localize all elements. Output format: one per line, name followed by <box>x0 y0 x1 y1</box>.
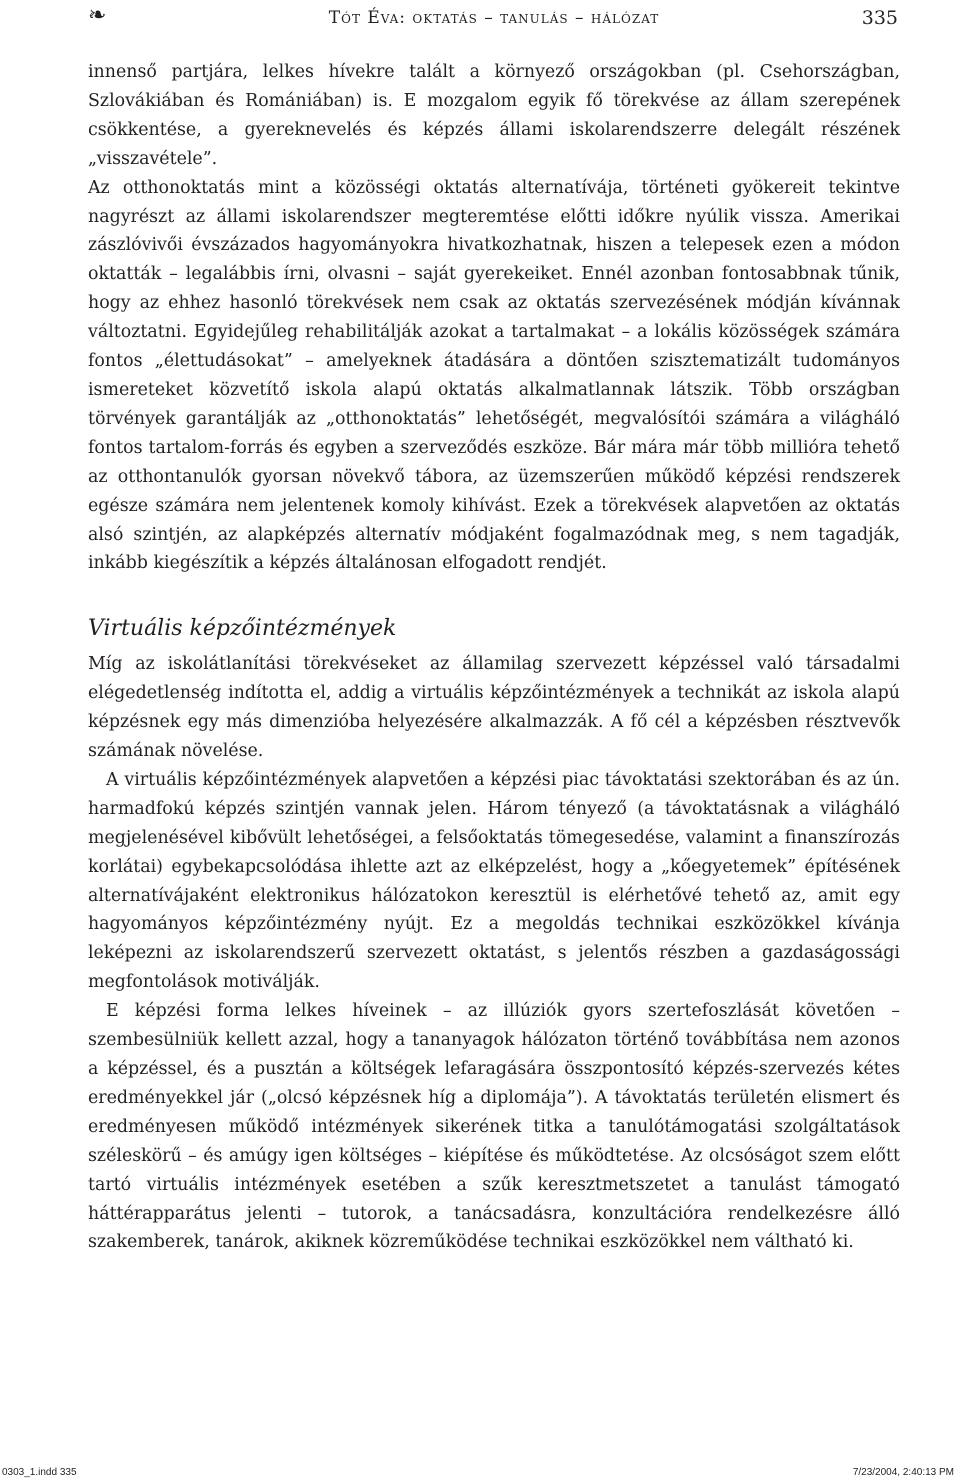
paragraph-continuation: innenső partjára, lelkes hívekre talált a környező országokban (pl. Csehországban, Szlovákiában és Romániában) is. E mozgalom egyik fő törekvése az állam szerepének csökkentése, a gyereknevelés és képzés állami iskolarendszerre delegált részének „visszavétele”. <box>88 62 900 169</box>
section-heading: Virtuális képzőintézmények <box>88 616 397 642</box>
paragraph-virtual-institutions: A virtuális képzőintézmények alapvetően a képzési piac távoktatási szektorában és az ún. harmadfokú képzés szintjén vannak jelen. Három tényező (a távoktatásnak a világháló megjelenésével kibővült lehetőségei, a felsőoktatás tömegesedése, valamint a finanszírozás korlátai) egybekapcsolódása ihlette azt az elképzelést, hogy a „kőegyetemek” építésének alternatívájaként elektronikus hálózatokon keresztül is elérhetővé tehető az, amit egy hagyományos képzőintézmény nyújt. Ez a megoldás technikai eszközökkel kívánja leképezni az iskolarendszerű szervezett oktatást, s jelentős részben a gazdaságossági megfontolások motiválják. <box>88 769 900 993</box>
fleuron-icon: ❧ <box>88 3 107 28</box>
running-title: Tót Éva: oktatás – tanulás – hálózat <box>328 8 660 28</box>
running-header <box>88 4 900 32</box>
print-timestamp: 7/23/2004, 2:40:13 PM <box>852 1467 954 1478</box>
paragraph-section-intro: Míg az iskolátlanítási törekvéseket az államilag szervezett képzéssel való társadalmi elégedetlenség indította el, addig a virtuális képzőintézmények a technikát az iskola alapú képzésnek egy más dimenzióba helyezésére alkalmazzák. A fő cél a képzésben résztvevők számának növelése. <box>88 654 900 762</box>
paragraph-supporters: E képzési forma lelkes híveinek – az illúziók gyors szertefoszlását követően – szembesülniük kellett azzal, hogy a tananyagok hálózaton történő továbbítása nem azonos a képzéssel, és a pusztán a költségek lefaragására összpontosító képzés-szervezés kétes eredményekkel jár („olcsó képzésnek híg a diplomája”). A távoktatás területén elismert és eredményesen működő intézmények sikerének titka a tanulótámogatási szolgáltatások széleskörű – és amúgy igen költséges – kiépítése és működtetése. Az olcsóságot szem előtt tartó virtuális intézmények esetében a szűk keresztmetszetet a tanulást támogató háttérapparátus jelenti – tutorok, a tanácsadásra, konzultációra rendelkezésre álló szakemberek, tanárok, akiknek közreműködése technikai eszközökkel nem váltható ki. <box>88 1001 900 1253</box>
paragraph-homeschooling: Az otthonoktatás mint a közösségi oktatás alternatívája, történeti gyökereit tekintve nagyrészt az állami iskolarendszer megteremtése előtti időkre nyúlik vissza. Amerikai zászlóvivői évszázados hagyományokra hivatkozhatnak, hiszen a telepesek ezen a módon oktatták – legalábbis írni, olvasni – saját gyerekeiket. Ennél azonban fontosabbnak tűnik, hogy az ehhez hasonló törekvések nem csak az oktatás szervezésének módján kívánnak változtatni. Egyidejűleg rehabilitálják azokat a tartalmakat – a lokális közösségek számára fontos „élettudásokat” – amelyeknek átadására a döntően szisztematizált tudományos ismereteket közvetítő iskola alapú oktatás alkalmatlannak látszik. Több országban törvények garantálják az „otthonoktatás” lehetőségét, megvalósítói számára a világháló fontos tartalom-forrás és egyben a szerveződés eszköze. Bár mára már több millióra tehető az otthontanulók gyorsan növekvő tábora, az üzemszerűen működő képzési rendszerek egésze számára nem jelentenek komoly kihívást. Ezek a törekvések alapvetően az oktatás alsó szintjén, az alapképzés alternatív módjaként fogalmazódnak meg, s nem tagadják, inkább kiegészítik a képzés általánosan elfogadott rendjét. <box>88 177 900 574</box>
file-info: 0303_1.indd 335 <box>2 1467 77 1478</box>
page-number: 335 <box>861 7 898 29</box>
body-text <box>88 58 900 1257</box>
print-slug <box>0 1466 960 1480</box>
